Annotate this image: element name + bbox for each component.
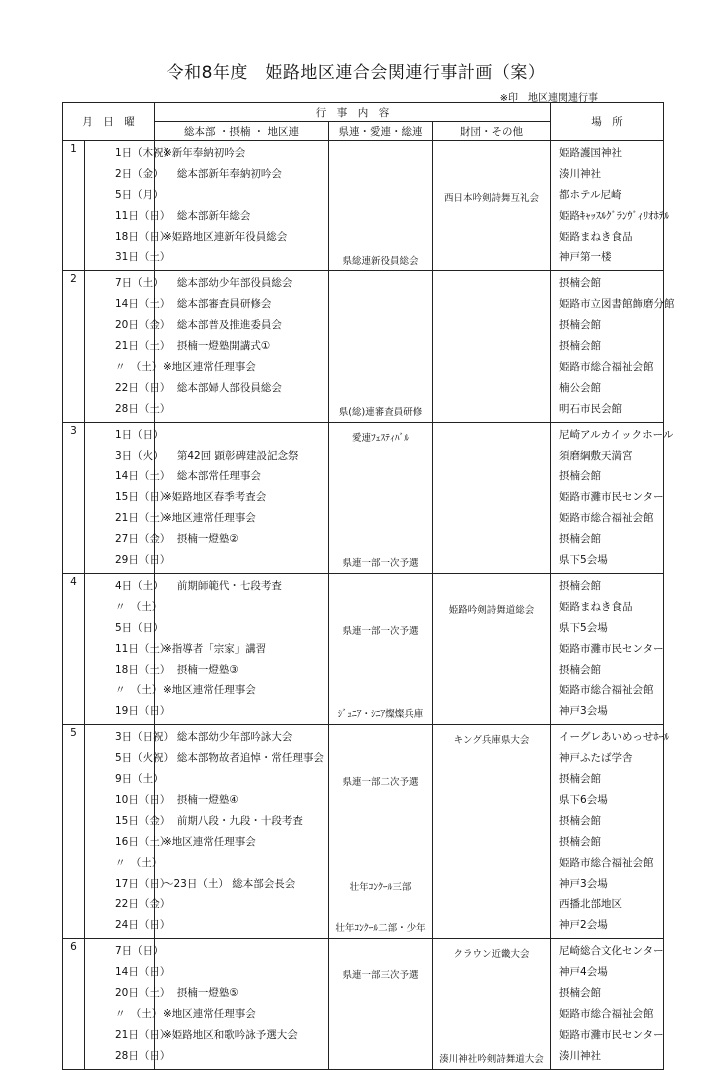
event-place: 姫路市総合福祉会館 [559, 684, 654, 697]
month-row [63, 939, 664, 1069]
event-place: 神戸2会場 [559, 919, 608, 932]
ken-event: 壮年ｺﾝｸｰﾙ三部 [349, 881, 412, 893]
event-name [159, 425, 328, 446]
event-date: 22日（金） [115, 898, 171, 911]
event-date: 31日（土） [115, 251, 171, 264]
event-name: 総本部物故者追悼・常任理事会 [163, 752, 324, 765]
event-date: 11日（日） [115, 209, 171, 222]
event-date: 10日（日） [115, 793, 171, 806]
event-date: 21日（日） [115, 1028, 171, 1041]
event-place: 西播北部地区 [559, 898, 623, 911]
place-cell [551, 141, 670, 271]
month-cell [63, 422, 85, 573]
event-date: 27日（金） [115, 533, 171, 546]
event-place: 姫路まねき食品 [559, 230, 633, 243]
event-name [159, 894, 328, 915]
event-name: ※新年奉納初吟会 [163, 147, 246, 159]
event-place: 摂楠会館 [559, 533, 602, 546]
event-name: ※姫路地区和歌吟詠予選大会 [163, 1028, 298, 1041]
event-place: 姫路護国神社 [559, 147, 623, 159]
event-place: 神戸4会場 [559, 966, 608, 979]
event-name [159, 597, 328, 618]
header-honbu: 総本部 ・摂楠 ・ 地区連 [155, 122, 329, 141]
place-cell [551, 573, 664, 724]
event-name: 摂楠一燈塾開講式① [163, 340, 271, 353]
ken-cell [329, 141, 433, 271]
ken-cell [329, 422, 433, 573]
event-name: 総本部婦人部役員総会 [163, 381, 282, 394]
event-name: ※指導者「宗家」講習 [163, 642, 267, 655]
event-date: 3日（火） [115, 449, 164, 462]
event-date: 21日（土） [115, 340, 171, 353]
event-date: 21日（土） [115, 512, 171, 525]
month-row [63, 271, 664, 422]
event-name: 総本部新年奉納初吟会 [163, 167, 282, 180]
event-name: ※地区連常任理事会 [163, 512, 256, 525]
event-name: 総本部常任理事会 [163, 470, 261, 483]
event-cell [155, 573, 329, 724]
event-date: 15日（金） [115, 814, 171, 827]
ken-cell [329, 939, 433, 1069]
event-name [159, 185, 328, 206]
event-date: 22日（日） [115, 381, 171, 394]
event-place: 摂楠会館 [559, 340, 602, 353]
month-row [63, 422, 664, 573]
event-date: 19日（日） [115, 705, 171, 718]
event-place: 姫路市総合福祉会館 [559, 1007, 654, 1020]
schedule-table [62, 102, 675, 1070]
place-cell [551, 271, 675, 422]
event-place: 湊川神社 [559, 1049, 602, 1062]
event-place: 神戸3会場 [559, 877, 608, 890]
month-cell [63, 271, 85, 422]
zaidan-cell [433, 573, 551, 724]
ken-event: ｼﾞｭﾆｱ・ｼﾆｱ燦燦兵庫 [337, 709, 424, 721]
event-date: 〃 （土） [115, 684, 163, 697]
event-date: 14日（土） [115, 298, 171, 311]
event-place: 都ホテル尼崎 [559, 188, 622, 201]
ken-event: 県(総)連審査員研修 [338, 406, 423, 418]
event-place: 神戸ふたば学舎 [559, 752, 633, 765]
event-name: 摂楠一燈塾④ [163, 793, 239, 806]
date-cell [85, 141, 175, 271]
event-date: 5日（日） [115, 621, 164, 634]
ken-event: 壮年ｺﾝｸｰﾙ二部・少年 [335, 923, 426, 935]
event-date: 〃 （土） [115, 856, 163, 869]
event-name [159, 550, 328, 571]
month-label: 1 [70, 143, 77, 155]
ken-cell [329, 573, 433, 724]
place-cell [551, 725, 670, 939]
event-date: 17日（日） [115, 877, 171, 890]
event-place: イーグレあいめっせﾎｰﾙ [559, 731, 670, 744]
event-name: ※姫路地区連新年役員総会 [163, 230, 288, 243]
event-date: 7日（土） [115, 277, 164, 290]
event-place: 摂楠会館 [559, 319, 602, 332]
event-place: 姫路市立図書館飾磨分館 [559, 298, 675, 311]
event-name: 総本部幼少年部吟詠大会 [163, 731, 293, 744]
month-cell [63, 141, 85, 271]
month-row [63, 141, 664, 271]
event-cell [155, 939, 329, 1069]
page-title: 令和8年度 姫路地区連合会関連行事計画（案） [166, 63, 546, 83]
event-date: 5日（月） [115, 188, 164, 201]
event-date: 14日（土） [115, 470, 171, 483]
month-row [63, 725, 664, 939]
header-month-date-day: 月 日 曜 [63, 103, 155, 141]
event-date: 29日（日） [115, 554, 171, 567]
event-place: 姫路市灘市民センター [559, 1028, 664, 1041]
ken-event: 県連一部一次予選 [342, 558, 419, 570]
event-place: 楠公会館 [559, 381, 602, 394]
event-place: 摂楠会館 [559, 987, 602, 1000]
date-cell [85, 271, 171, 422]
event-place: 摂楠会館 [559, 773, 602, 786]
event-date: 18日（土） [115, 663, 171, 676]
event-place: 須磨綱敷天満宮 [559, 449, 633, 462]
ken-cell [329, 725, 433, 939]
event-place: 摂楠会館 [559, 835, 602, 848]
date-cell [85, 939, 171, 1069]
ken-cell [329, 271, 433, 422]
event-name: ※姫路地区春季考査会 [163, 491, 267, 504]
event-name: ※地区連常任理事会 [163, 1007, 256, 1020]
zaidan-event: 姫路吟剣詩舞道総会 [448, 604, 535, 616]
event-place: 姫路市総合福祉会館 [559, 512, 654, 525]
event-date: 20日（土） [115, 987, 171, 1000]
event-date: 3日（日祝） [115, 731, 175, 744]
zaidan-cell [433, 939, 551, 1069]
event-date: 1日（木祝） [115, 147, 175, 159]
event-date: 18日（日） [115, 230, 171, 243]
event-name [159, 769, 328, 790]
event-date: 14日（日） [115, 966, 171, 979]
event-name: ※地区連常任理事会 [163, 835, 256, 848]
zaidan-event: クラウン近畿大会 [453, 949, 530, 961]
zaidan-event: 西日本吟剣詩舞互礼会 [444, 192, 540, 204]
event-name [159, 618, 328, 639]
event-cell [155, 725, 329, 939]
event-place: 姫路まねき食品 [559, 600, 633, 613]
event-place: 湊川神社 [559, 167, 602, 180]
event-name [159, 1046, 328, 1067]
place-cell [551, 939, 664, 1069]
event-date: 4日（土） [115, 579, 164, 592]
event-date: 15日（日） [115, 491, 171, 504]
event-name: 総本部普及推進委員会 [163, 319, 282, 332]
month-cell [63, 939, 85, 1069]
month-label: 4 [70, 575, 77, 588]
event-place: 姫路市総合福祉会館 [559, 360, 654, 373]
event-date: 〃 （土） [115, 360, 163, 373]
event-cell [155, 422, 329, 573]
date-cell [85, 422, 171, 573]
event-name: ※地区連常任理事会 [163, 360, 256, 373]
event-name: 前期八段・九段・十段考査 [163, 814, 303, 827]
event-name [159, 701, 328, 722]
event-name [159, 853, 328, 874]
event-name: 総本部審査員研修会 [163, 298, 272, 311]
event-place: 摂楠会館 [559, 814, 602, 827]
header-ken: 県連・愛連・総連 [329, 122, 433, 141]
event-place: 県下6会場 [559, 793, 608, 806]
ken-event: 県連一部三次予選 [342, 970, 419, 982]
month-label: 3 [70, 424, 77, 437]
zaidan-event: 湊川神社吟剣詩舞道大会 [439, 1053, 544, 1065]
event-date: 24日（日） [115, 919, 171, 932]
event-date: 5日（火祝） [115, 752, 175, 765]
ken-event: 県連一部二次予選 [342, 777, 419, 789]
event-name: ※地区連常任理事会 [163, 684, 256, 697]
date-cell [85, 573, 171, 724]
month-label: 6 [70, 941, 77, 954]
event-date: 20日（金） [115, 319, 171, 332]
ken-event: 県総連新役員総会 [342, 255, 419, 267]
event-name [159, 247, 328, 268]
event-name: 総本部幼少年部役員総会 [163, 277, 293, 290]
event-name [159, 941, 328, 962]
event-name [159, 962, 328, 983]
event-place: 明石市民会館 [559, 402, 623, 415]
event-date: 9日（土） [115, 773, 164, 786]
event-name [159, 915, 328, 936]
event-date: 7日（日） [115, 945, 164, 958]
event-name: ～23日（土） 総本部会長会 [163, 877, 296, 890]
event-place: 摂楠会館 [559, 470, 602, 483]
ken-event: 県連一部一次予選 [342, 625, 419, 637]
event-cell [155, 271, 329, 422]
event-place: 県下5会場 [559, 621, 608, 634]
event-date: 16日（土） [115, 835, 171, 848]
event-place: 神戸3会場 [559, 705, 608, 718]
zaidan-event: キング兵庫県大会 [453, 735, 530, 747]
zaidan-cell [433, 141, 551, 271]
event-date: 〃 （土） [115, 600, 163, 613]
event-date: 11日（土） [115, 642, 171, 655]
month-row [63, 573, 664, 724]
header-place: 場 所 [551, 103, 664, 141]
ken-event: 愛連ﾌｪｽﾃｨﾊﾞﾙ [351, 432, 409, 444]
event-place: 姫路市灘市民センター [559, 491, 664, 504]
header-events: 行 事 内 容 [155, 103, 551, 122]
event-place: 姫路市灘市民センター [559, 642, 664, 655]
event-name: 前期師範代・七段考査 [163, 579, 282, 592]
event-date: 1日（日） [115, 428, 164, 441]
event-place: 摂楠会館 [559, 277, 602, 290]
place-cell [551, 422, 674, 573]
event-place: 摂楠会館 [559, 579, 602, 592]
zaidan-cell [433, 725, 551, 939]
event-name: 摂楠一燈塾③ [163, 663, 239, 676]
zaidan-cell [433, 422, 551, 573]
event-name [159, 399, 328, 420]
event-place: 神戸第一楼 [559, 251, 612, 264]
event-name: 第42回 顕彰碑建設記念祭 [163, 449, 299, 462]
month-label: 2 [70, 273, 77, 286]
event-name: 摂楠一燈塾② [163, 533, 239, 546]
event-date: 〃 （土） [115, 1007, 163, 1020]
event-date: 28日（土） [115, 402, 171, 415]
event-place: 県下5会場 [559, 554, 608, 567]
month-label: 5 [70, 727, 77, 740]
event-place: 摂楠会館 [559, 663, 602, 676]
month-cell [63, 573, 85, 724]
event-place: 姫路市総合福祉会館 [559, 856, 654, 869]
event-date: 28日（日） [115, 1049, 171, 1062]
event-name: 摂楠一燈塾⑤ [163, 987, 239, 1000]
event-place: 姫路ｷｬｯｽﾙｸﾞﾗﾝｳﾞｨﾘｵﾎﾃﾙ [559, 209, 670, 222]
header-zaidan: 財団・その他 [433, 122, 551, 141]
date-cell [85, 725, 175, 939]
event-place: 尼崎アルカイックホール [559, 428, 674, 441]
event-place: 尼崎総合文化センター [559, 945, 664, 958]
event-date: 2日（金） [115, 167, 164, 180]
event-name: 総本部新年総会 [163, 209, 251, 222]
event-cell [155, 141, 329, 271]
legend-note: ※印 地区連関連行事 [499, 93, 598, 104]
month-cell [63, 725, 85, 939]
zaidan-cell [433, 271, 551, 422]
